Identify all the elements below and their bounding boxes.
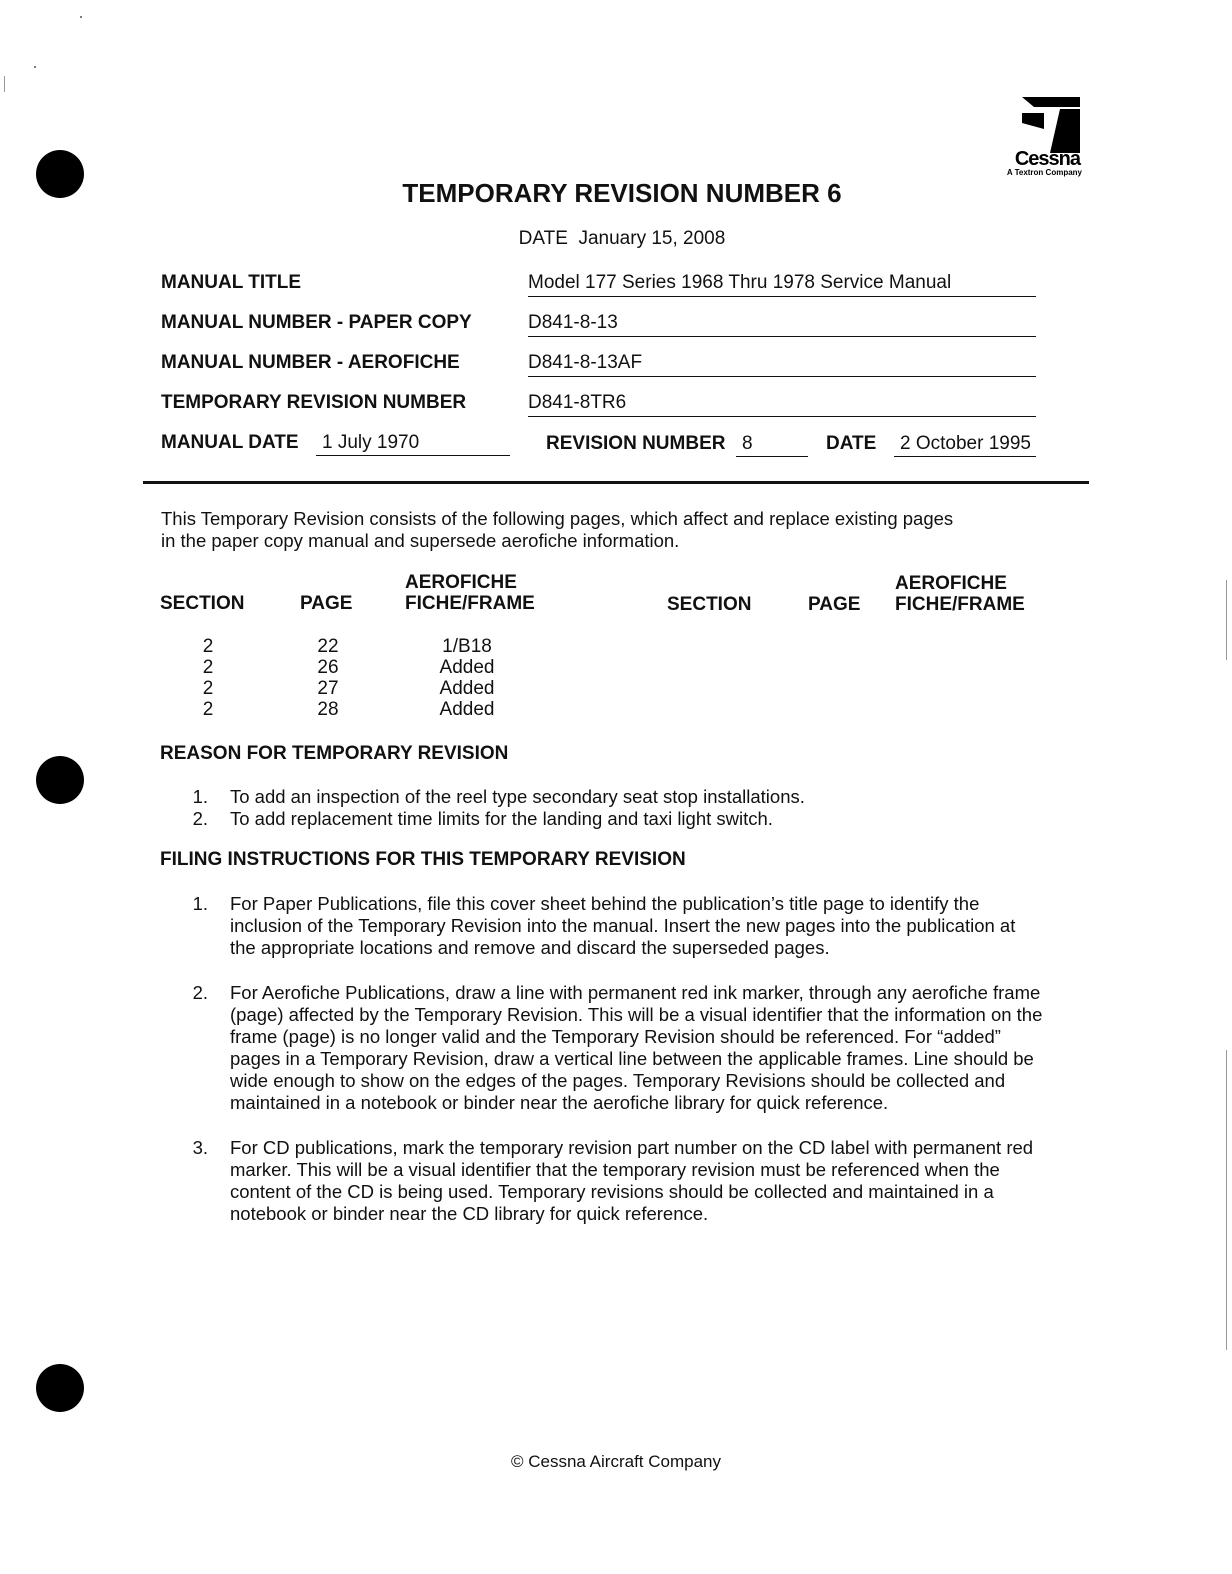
- filing-item-2-line-3: frame (page) is no longer valid and the Temporary Revision should be referenced. For “added”: [230, 1026, 1001, 1047]
- reason-item-2-text: To add replacement time limits for the landing and taxi light switch.: [230, 808, 773, 829]
- issue-date-value: January 15, 2008: [578, 228, 726, 249]
- table-row-1-frame: 1/B18: [442, 636, 492, 657]
- paper-copy-value: D841-8-13: [528, 312, 1036, 337]
- filing-item-2-line-1: For Aerofiche Publications, draw a line with permanent red ink marker, through any aerofiche frame: [230, 982, 1041, 1003]
- table-row-4-frame: Added: [439, 699, 495, 720]
- scan-edge-mark: [1226, 580, 1227, 660]
- table-row-4-page: 28: [317, 699, 339, 720]
- reason-item-1-number: 1.: [192, 786, 208, 807]
- revision-date-label: DATE: [826, 433, 877, 454]
- table-row-4-section: 2: [202, 699, 214, 720]
- issue-date: [0, 228, 1232, 250]
- aerofiche-number-label: MANUAL NUMBER - AEROFICHE: [161, 352, 460, 373]
- manual-title-label: MANUAL TITLE: [161, 272, 302, 293]
- filing-item-1-number: 1.: [192, 893, 208, 914]
- filing-item-1-line-3: the appropriate locations and remove and discard the superseded pages.: [230, 937, 830, 958]
- table-row-3-section: 2: [202, 678, 214, 699]
- filing-item-2-line-5: wide enough to show on the edges of the pages. Temporary Revisions should be collected and: [230, 1070, 1006, 1091]
- filing-item-2-line-6: maintained in a notebook or binder near the aerofiche library for quick reference.: [230, 1092, 889, 1113]
- manual-date-label: MANUAL DATE: [161, 432, 299, 453]
- copyright-footer: © Cessna Aircraft Company: [511, 1452, 721, 1471]
- col-header-section: SECTION: [160, 593, 245, 614]
- filing-item-2-number: 2.: [192, 982, 208, 1003]
- table-row-2-section: 2: [202, 657, 214, 678]
- filing-item-2-line-4: pages in a Temporary Revision, draw a vertical line between the applicable frames. Line should be: [230, 1048, 1034, 1069]
- reason-item-2-number: 2.: [192, 808, 208, 829]
- filing-item-3-line-4: notebook or binder near the CD library for quick reference.: [230, 1203, 709, 1224]
- issue-date-label: DATE: [518, 228, 568, 249]
- col-header-fiche-frame-right: FICHE/FRAME: [895, 594, 1025, 615]
- filing-item-1-line-1: For Paper Publications, file this cover sheet behind the publication’s title page to identify the: [230, 893, 980, 914]
- reason-item-1-text: To add an inspection of the reel type secondary seat stop installations.: [230, 786, 805, 807]
- paper-copy-label: MANUAL NUMBER - PAPER COPY: [161, 312, 472, 333]
- filing-item-3-line-3: content of the CD is being used. Temporary revisions should be collected and maintained in a: [230, 1181, 994, 1202]
- table-row-2-page: 26: [317, 657, 339, 678]
- logo-wordmark: Cessna: [1014, 148, 1080, 170]
- scan-edge-mark: [4, 76, 5, 92]
- filing-item-3-line-1: For CD publications, mark the temporary revision part number on the CD label with permanent red: [230, 1137, 1034, 1158]
- table-row-1-page: 22: [317, 636, 339, 657]
- col-header-aerofiche: AEROFICHE: [405, 572, 517, 593]
- filing-heading: FILING INSTRUCTIONS FOR THIS TEMPORARY REVISION: [160, 849, 686, 870]
- col-header-aerofiche-right: AEROFICHE: [895, 573, 1007, 594]
- scan-speck: [34, 66, 36, 68]
- scan-edge-mark: [1226, 1050, 1227, 1350]
- table-row-2-frame: Added: [439, 657, 495, 678]
- punch-hole-middle: [36, 756, 84, 804]
- col-header-fiche-frame: FICHE/FRAME: [405, 593, 535, 614]
- filing-item-2-line-2: (page) affected by the Temporary Revision. This will be a visual identifier that the information on the: [230, 1004, 1043, 1025]
- table-row-3-frame: Added: [439, 678, 495, 699]
- intro-line-1: This Temporary Revision consists of the following pages, which affect and replace existing pages: [161, 508, 954, 529]
- page-title: TEMPORARY REVISION NUMBER 6: [402, 178, 842, 208]
- revision-number-value: 8: [736, 433, 808, 457]
- punch-hole-bottom: [36, 1364, 84, 1412]
- logo-tagline: A Textron Company: [1006, 168, 1082, 177]
- header-divider: [143, 481, 1089, 484]
- table-row-1-section: 2: [202, 636, 214, 657]
- col-header-page-right: PAGE: [808, 594, 861, 615]
- manual-title-value: Model 177 Series 1968 Thru 1978 Service Manual: [528, 272, 1036, 297]
- intro-line-2: in the paper copy manual and supersede aerofiche information.: [161, 530, 680, 551]
- tr-number-value: D841-8TR6: [528, 392, 1036, 417]
- revision-date-value: 2 October 1995: [894, 433, 1036, 457]
- filing-item-3-number: 3.: [192, 1137, 208, 1158]
- col-header-page: PAGE: [300, 593, 353, 614]
- scan-speck: [80, 16, 82, 18]
- tr-number-label: TEMPORARY REVISION NUMBER: [161, 392, 467, 413]
- filing-item-3-line-2: marker. This will be a visual identifier that the temporary revision must be referenced when the: [230, 1159, 1000, 1180]
- table-row-3-page: 27: [317, 678, 339, 699]
- aerofiche-number-value: D841-8-13AF: [528, 352, 1036, 377]
- revision-number-label: REVISION NUMBER: [546, 433, 726, 454]
- cessna-logo-icon: [1020, 95, 1082, 155]
- filing-item-1-line-2: inclusion of the Temporary Revision into the manual. Insert the new pages into the publication at: [230, 915, 1016, 936]
- col-header-section-right: SECTION: [667, 594, 752, 615]
- reason-heading: REASON FOR TEMPORARY REVISION: [160, 743, 509, 764]
- manual-date-value: 1 July 1970: [316, 432, 510, 456]
